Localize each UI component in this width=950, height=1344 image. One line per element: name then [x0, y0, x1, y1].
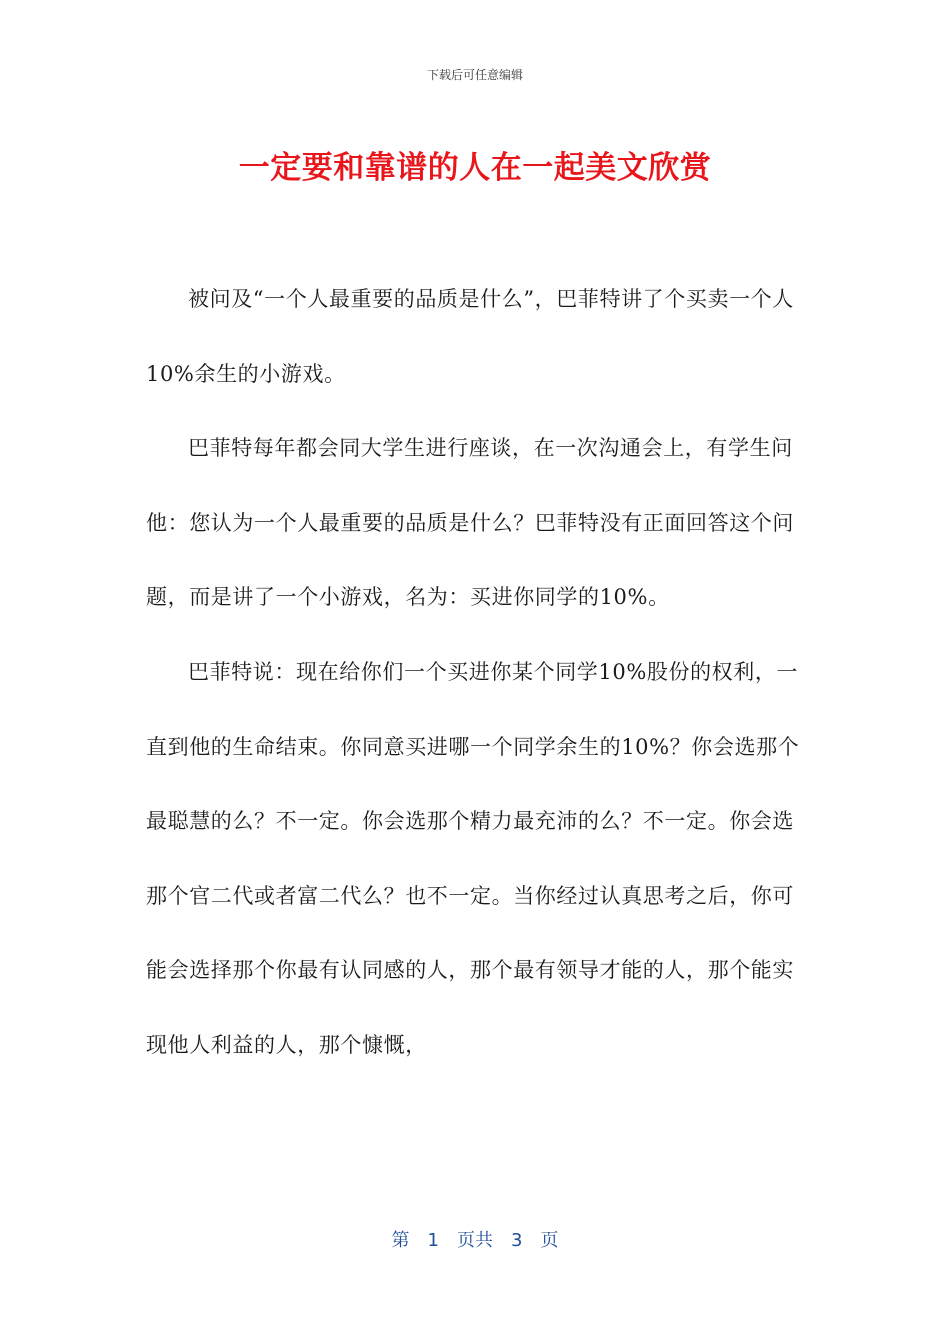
document-body: [146, 262, 806, 1083]
paragraph-1: 被问及“一个人最重要的品质是什么”，巴菲特讲了个买卖一个人10%余生的小游戏。: [146, 287, 794, 386]
paragraph-2: 巴菲特每年都会同大学生进行座谈，在一次沟通会上，有学生问他：您认为一个人最重要的品质是什么？巴菲特没有正面回答这个问题，而是讲了一个小游戏，名为：买进你同学的10%。: [146, 436, 794, 610]
document-title: 一定要和靠谱的人在一起美文欣赏: [238, 150, 712, 186]
page-footer: 第 1 页共 3 页: [391, 1230, 559, 1251]
header-note: 下载后可任意编辑: [426, 68, 523, 82]
paragraph-3: 巴菲特说：现在给你们一个买进你某个同学10%股份的权利，一直到他的生命结束。你同意买进哪一个同学余生的10%？你会选那个最聪慧的么？不一定。你会选那个精力最充沛的么？不一定。你会选那个官二代或者富二代么？也不一定。当你经过认真思考之后，你可能会选择那个你最有认同感的人，那个最有领导才能的人，那个能实现他人利益的人，那个慷慨，: [146, 659, 800, 1057]
